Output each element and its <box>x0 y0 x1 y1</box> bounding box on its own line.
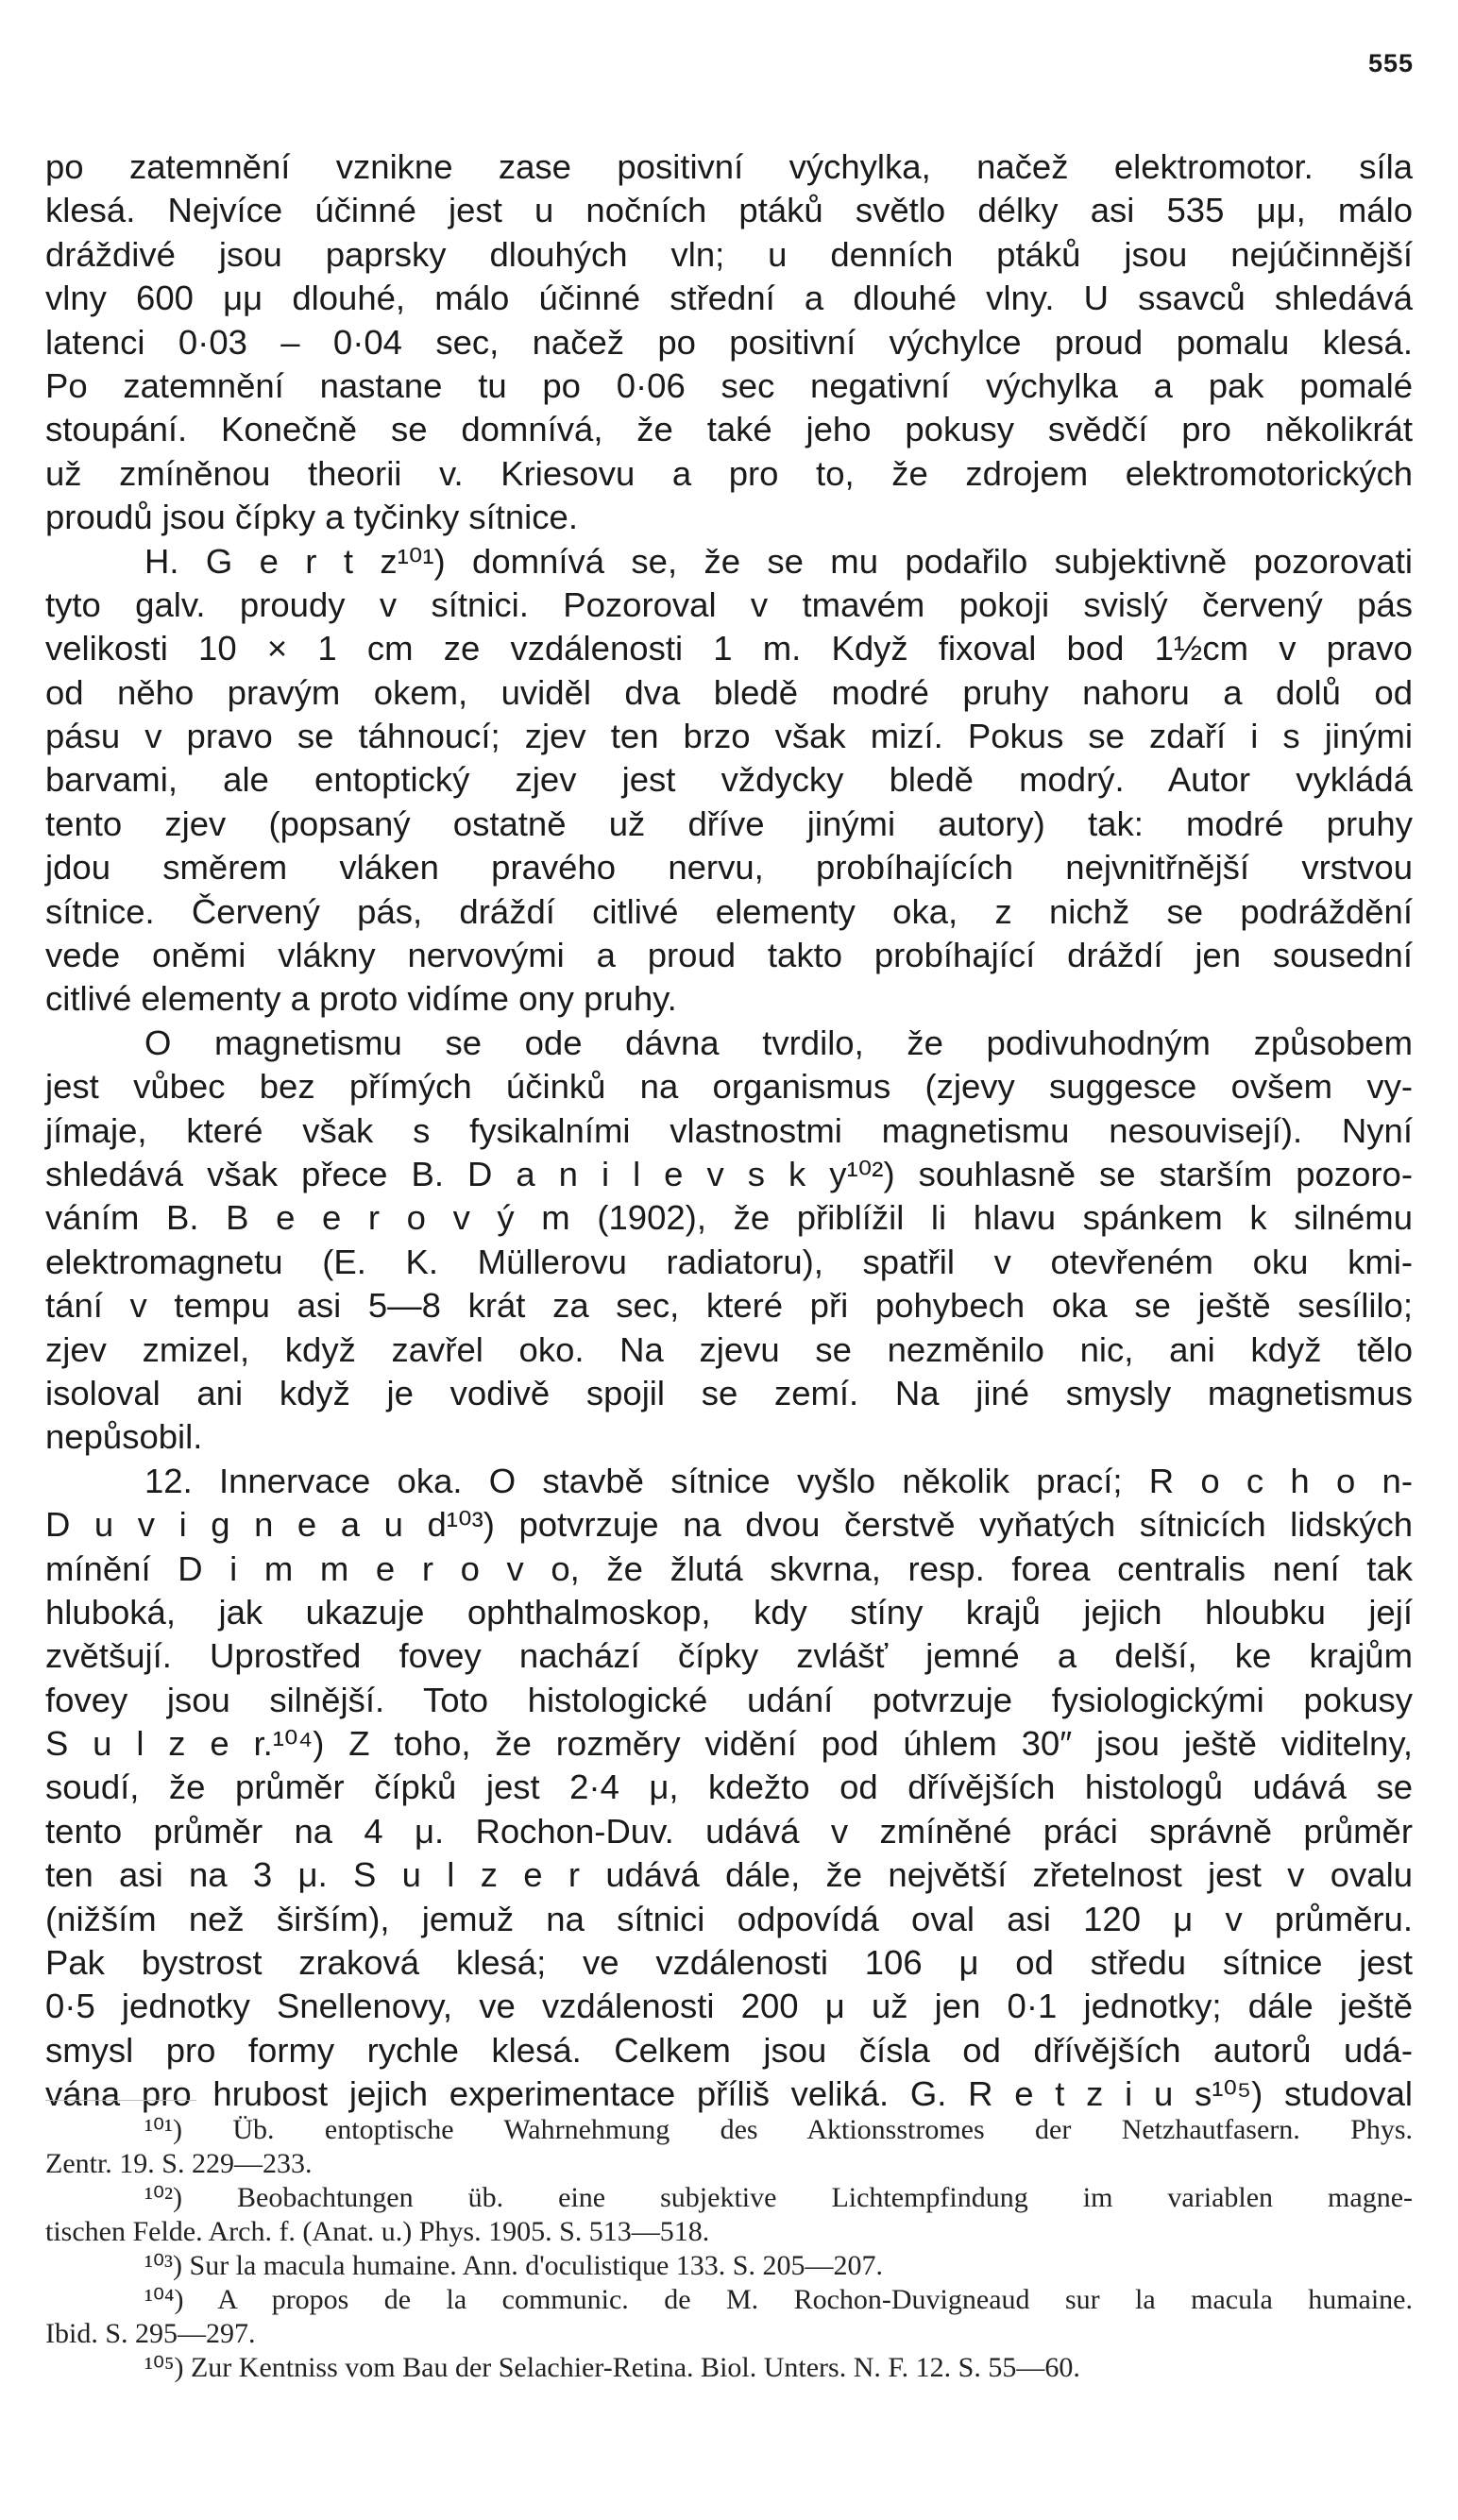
text-line: dráždivé jsou paprsky dlouhých vln; u denních ptáků jsou nejúčinnější <box>45 234 1413 274</box>
text-line: vede oněmi vlákny nervovými a proud takto probíhající dráždí jen sousední <box>45 936 1413 975</box>
text-line: S u l z e r.¹⁰⁴) Z toho, že rozměry vidění pod úhlem 30″ jsou ještě viditelny, <box>45 1724 1413 1764</box>
text-line: hluboká, jak ukazuje ophthalmoskop, kdy stíny krajů jejich hloubku její <box>45 1592 1413 1632</box>
text-line: elektromagnetu (E. K. Müllerovu radiatoru), spatřil v otevřeném oku kmi- <box>45 1242 1413 1281</box>
text-line: citlivé elementy a proto vidíme ony pruhy. <box>45 979 677 1019</box>
footnote-line: ¹⁰⁴) A propos de la communic. de M. Rochon-Duvigneaud sur la macula humaine. <box>144 2284 1413 2315</box>
text-line: vlny 600 μμ dlouhé, málo účinné střední a dlouhé vlny. U ssavců shledává <box>45 279 1413 318</box>
page-number: 555 <box>1367 49 1414 77</box>
text-line: (nižším než širším), jemuž na sítnici odpovídá oval asi 120 μ v průměru. <box>45 1899 1413 1938</box>
footnote-line: Zentr. 19. S. 229—233. <box>45 2148 313 2179</box>
text-line: tyto galv. proudy v sítnici. Pozoroval v tmavém pokoji svislý červený pás <box>45 584 1413 624</box>
text-line: zvětšují. Uprostřed fovey nachází čípky zvlášť jemné a delší, ke krajům <box>45 1636 1413 1676</box>
text-line: soudí, že průměr čípků jest 2·4 μ, kdežto od dřívějších histologů udává se <box>45 1767 1413 1807</box>
text-line: O magnetismu se ode dávna tvrdilo, že podivuhodným způsobem <box>144 1023 1413 1062</box>
text-line: nepůsobil. <box>45 1417 203 1457</box>
text-line: Pak bystrost zraková klesá; ve vzdálenosti 106 μ od středu sítnice jest <box>45 1943 1413 1983</box>
text-line: D u v i g n e a u d¹⁰³) potvrzuje na dvou čerstvě vyňatých sítnicích lidských <box>45 1505 1413 1545</box>
text-line: mínění D i m m e r o v o, že žlutá skvrna, resp. forea centralis není tak <box>45 1548 1413 1588</box>
text-line: isoloval ani když je vodivě spojil se zemí. Na jiné smysly magnetismus <box>45 1373 1413 1412</box>
text-line: fovey jsou silnější. Toto histologické udání potvrzuje fysiologickými pokusy <box>45 1680 1413 1719</box>
text-line: po zatemnění vznikne zase positivní výchylka, načež elektromotor. síla <box>45 147 1413 186</box>
text-line: jdou směrem vláken pravého nervu, probíhajících nejvnitřnější vrstvou <box>45 848 1413 888</box>
text-line: smysl pro formy rychle klesá. Celkem jsou čísla od dřívějších autorů udá- <box>45 2030 1413 2070</box>
footnote-line: ¹⁰¹) Üb. entoptische Wahrnehmung des Aktionsstromes der Netzhautfasern. Phys. <box>144 2114 1413 2145</box>
footnote-divider <box>45 2100 196 2101</box>
text-line: H. G e r t z¹⁰¹) domnívá se, že se mu podařilo subjektivně pozorovati <box>144 541 1413 581</box>
text-line: Po zatemnění nastane tu po 0·06 sec negativní výchylka a pak pomalé <box>45 365 1413 405</box>
footnote-line: tischen Felde. Arch. f. (Anat. u.) Phys. 1905. S. 513—518. <box>45 2216 710 2247</box>
text-line: 12. Innervace oka. O stavbě sítnice vyšlo několik prací; R o c h o n- <box>144 1461 1413 1500</box>
text-line: velikosti 10 × 1 cm ze vzdálenosti 1 m. Když fixoval bod 1½cm v pravo <box>45 629 1413 668</box>
footnotes <box>45 2113 1413 2385</box>
footnote-line: ¹⁰⁵) Zur Kentniss vom Bau der Selachier-Retina. Biol. Unters. N. F. 12. S. 55—60. <box>144 2352 1080 2383</box>
text-line: 0·5 jednotky Snellenovy, ve vzdálenosti 200 μ už jen 0·1 jednotky; dále ještě <box>45 1987 1413 2026</box>
text-line: tento průměr na 4 μ. Rochon-Duv. udává v zmíněné práci správně průměr <box>45 1811 1413 1851</box>
text-line: tento zjev (popsaný ostatně už dříve jinými autory) tak: modré pruhy <box>45 803 1413 843</box>
text-line: ten asi na 3 μ. S u l z e r udává dále, že největší zřetelnost jest v ovalu <box>45 1855 1413 1895</box>
text-line: klesá. Nejvíce účinné jest u nočních ptáků světlo délky asi 535 μμ, málo <box>45 191 1413 230</box>
footnote-line: ¹⁰²) Beobachtungen üb. eine subjektive Lichtempfindung im variablen magne- <box>144 2182 1413 2213</box>
text-line: proudů jsou čípky a tyčinky sítnice. <box>45 498 578 537</box>
text-line: latenci 0·03 – 0·04 sec, načež po positivní výchylce proud pomalu klesá. <box>45 322 1413 362</box>
footnote-line: ¹⁰³) Sur la macula humaine. Ann. d'oculistique 133. S. 205—207. <box>144 2250 883 2281</box>
text-line: už zmíněnou theorii v. Kriesovu a pro to, že zdrojem elektromotorických <box>45 453 1413 493</box>
body-text <box>45 145 1413 2117</box>
text-line: stoupání. Konečně se domnívá, že také jeho pokusy svědčí pro několikrát <box>45 410 1413 449</box>
footnote-line: Ibid. S. 295—297. <box>45 2318 256 2349</box>
text-line: sítnice. Červený pás, dráždí citlivé elementy oka, z nichž se podráždění <box>45 891 1413 931</box>
text-line: shledává však přece B. D a n i l e v s k y¹⁰²) souhlasně se starším pozoro- <box>45 1154 1413 1193</box>
text-line: jímaje, které však s fysikalními vlastnostmi magnetismu nesouvisejí). Nyní <box>45 1110 1413 1150</box>
text-line: jest vůbec bez přímých účinků na organismus (zjevy suggesce ovšem vy- <box>45 1067 1413 1107</box>
text-line: pásu v pravo se táhnoucí; zjev ten brzo však mizí. Pokus se zdaří i s jinými <box>45 717 1413 756</box>
text-line: barvami, ale entoptický zjev jest vždycky bledě modrý. Autor vykládá <box>45 760 1413 800</box>
text-line: zjev zmizel, když zavřel oko. Na zjevu se nezměnilo nic, ani když tělo <box>45 1329 1413 1369</box>
text-line: vána pro hrubost jejich experimentace příliš veliká. G. R e t z i u s¹⁰⁵) studoval <box>45 2074 1413 2114</box>
text-line: tání v tempu asi 5—8 krát za sec, které při pohybech oka se ještě sesílilo; <box>45 1286 1413 1326</box>
text-line: od něho pravým okem, uviděl dva bledě modré pruhy nahoru a dolů od <box>45 672 1413 712</box>
text-line: váním B. B e e r o v ý m (1902), že přiblížil li hlavu spánkem k silnému <box>45 1198 1413 1238</box>
